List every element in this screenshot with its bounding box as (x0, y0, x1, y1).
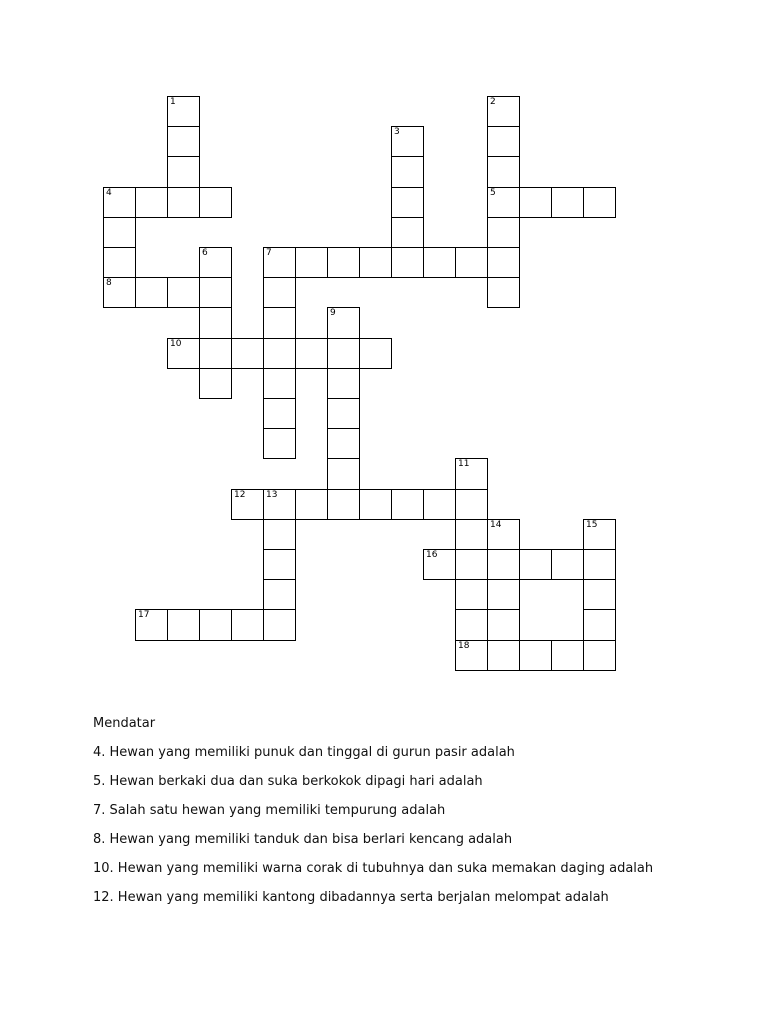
crossword-cell[interactable] (295, 489, 328, 520)
crossword-cell[interactable] (423, 549, 456, 580)
crossword-cell[interactable] (327, 338, 360, 369)
crossword-cell[interactable] (103, 217, 136, 248)
clue-number: 3 (394, 127, 400, 137)
clue-number: 15 (586, 520, 598, 530)
crossword-cell[interactable] (327, 398, 360, 429)
crossword-cell[interactable] (391, 126, 424, 157)
crossword-cell[interactable] (135, 609, 168, 641)
clue-number: 16 (426, 550, 438, 560)
crossword-cell[interactable] (263, 428, 296, 459)
crossword-cell[interactable] (455, 609, 488, 641)
crossword-cell[interactable] (263, 398, 296, 429)
crossword-cell[interactable] (327, 307, 360, 339)
crossword-cell[interactable] (295, 247, 328, 278)
crossword-cell[interactable] (455, 247, 488, 278)
crossword-cell[interactable] (583, 609, 616, 641)
crossword-cell[interactable] (135, 187, 168, 218)
crossword-cell[interactable] (263, 338, 296, 369)
crossword-cell[interactable] (295, 338, 328, 369)
crossword-cell[interactable] (455, 549, 488, 580)
clue-number: 1 (170, 97, 176, 107)
clue-number: 17 (138, 610, 150, 620)
crossword-cell[interactable] (551, 549, 584, 580)
crossword-cell[interactable] (135, 277, 168, 308)
crossword-cell[interactable] (391, 187, 424, 218)
crossword-cell[interactable] (167, 96, 200, 127)
clue-number: 14 (490, 520, 502, 530)
crossword-cell[interactable] (327, 368, 360, 399)
crossword-cell[interactable] (487, 519, 520, 550)
crossword-cell[interactable] (455, 489, 488, 520)
crossword-cell[interactable] (487, 277, 520, 308)
clue-across-8: 8. Hewan yang memiliki tanduk dan bisa berlari kencang adalah (93, 832, 513, 847)
clue-across-10: 10. Hewan yang memiliki warna corak di tubuhnya dan suka memakan daging adalah (93, 861, 654, 876)
crossword-cell[interactable] (327, 247, 360, 278)
clue-number: 2 (490, 97, 496, 107)
crossword-cell[interactable] (391, 247, 424, 278)
clue-number: 9 (330, 308, 336, 318)
crossword-cell[interactable] (583, 549, 616, 580)
crossword-cell[interactable] (359, 247, 392, 278)
clue-number: 4 (106, 188, 112, 198)
crossword-cell[interactable] (423, 247, 456, 278)
crossword-cell[interactable] (167, 277, 200, 308)
crossword-cell[interactable] (199, 187, 232, 218)
clue-number: 12 (234, 490, 246, 500)
crossword-cell[interactable] (327, 428, 360, 459)
clue-number: 13 (266, 490, 278, 500)
crossword-cell[interactable] (263, 368, 296, 399)
crossword-cell[interactable] (231, 609, 264, 641)
clue-across-5: 5. Hewan berkaki dua dan suka berkokok dipagi hari adalah (93, 774, 483, 789)
clue-across-4: 4. Hewan yang memiliki punuk dan tinggal di gurun pasir adalah (93, 745, 515, 760)
crossword-cell[interactable] (487, 96, 520, 127)
crossword-cell[interactable] (455, 640, 488, 671)
crossword-cell[interactable] (487, 217, 520, 248)
crossword-cell[interactable] (487, 640, 520, 671)
crossword-cell[interactable] (487, 187, 520, 218)
crossword-cell[interactable] (167, 126, 200, 157)
crossword-cell[interactable] (455, 519, 488, 550)
crossword-cell[interactable] (551, 640, 584, 671)
clue-across-7: 7. Salah satu hewan yang memiliki tempurung adalah (93, 803, 446, 818)
crossword-cell[interactable] (583, 579, 616, 610)
clues-heading: Mendatar (93, 716, 156, 731)
crossword-cell[interactable] (391, 217, 424, 248)
crossword-cell[interactable] (327, 489, 360, 520)
crossword-cell[interactable] (455, 579, 488, 610)
crossword-cell[interactable] (391, 489, 424, 520)
crossword-cell[interactable] (199, 277, 232, 308)
crossword-cell[interactable] (263, 549, 296, 580)
crossword-cell[interactable] (103, 187, 136, 218)
crossword-cell[interactable] (263, 307, 296, 339)
crossword-cell[interactable] (199, 307, 232, 339)
crossword-cell[interactable] (103, 247, 136, 278)
crossword-cell[interactable] (263, 609, 296, 641)
crossword-cell[interactable] (551, 187, 584, 218)
crossword-cell[interactable] (199, 338, 232, 369)
crossword-cell[interactable] (167, 338, 200, 369)
crossword-cell[interactable] (263, 489, 296, 520)
crossword-cell[interactable] (519, 549, 552, 580)
clue-number: 8 (106, 278, 112, 288)
crossword-cell[interactable] (487, 247, 520, 278)
clue-number: 18 (458, 641, 470, 651)
clue-number: 11 (458, 459, 470, 469)
crossword-cell[interactable] (231, 489, 264, 520)
crossword-cell[interactable] (519, 187, 552, 218)
crossword-cell[interactable] (455, 458, 488, 490)
crossword-cell[interactable] (167, 609, 200, 641)
crossword-cell[interactable] (263, 519, 296, 550)
crossword-cell[interactable] (519, 640, 552, 671)
crossword-cell[interactable] (391, 156, 424, 188)
crossword-cell[interactable] (487, 609, 520, 641)
clues-section (93, 714, 733, 917)
crossword-cell[interactable] (103, 277, 136, 308)
crossword-cell[interactable] (487, 549, 520, 580)
crossword-cell[interactable] (583, 640, 616, 671)
crossword-cell[interactable] (487, 156, 520, 188)
crossword-cell[interactable] (487, 126, 520, 157)
crossword-cell[interactable] (327, 458, 360, 490)
crossword-cell[interactable] (359, 338, 392, 369)
crossword-cell[interactable] (487, 579, 520, 610)
crossword-cell[interactable] (359, 489, 392, 520)
crossword-cell[interactable] (167, 156, 200, 188)
clue-number: 7 (266, 248, 272, 258)
clue-number: 10 (170, 339, 182, 349)
clue-number: 5 (490, 188, 496, 198)
crossword-cell[interactable] (199, 609, 232, 641)
crossword-cell[interactable] (423, 489, 456, 520)
crossword-cell[interactable] (167, 187, 200, 218)
crossword-cell[interactable] (231, 338, 264, 369)
crossword-cell[interactable] (263, 579, 296, 610)
crossword-cell[interactable] (583, 519, 616, 550)
clue-across-12: 12. Hewan yang memiliki kantong dibadannya serta berjalan melompat adalah (93, 890, 609, 905)
clue-number: 6 (202, 248, 208, 258)
crossword-cell[interactable] (199, 247, 232, 278)
crossword-cell[interactable] (583, 187, 616, 218)
crossword-cell[interactable] (263, 247, 296, 278)
crossword-cell[interactable] (199, 368, 232, 399)
crossword-cell[interactable] (263, 277, 296, 308)
